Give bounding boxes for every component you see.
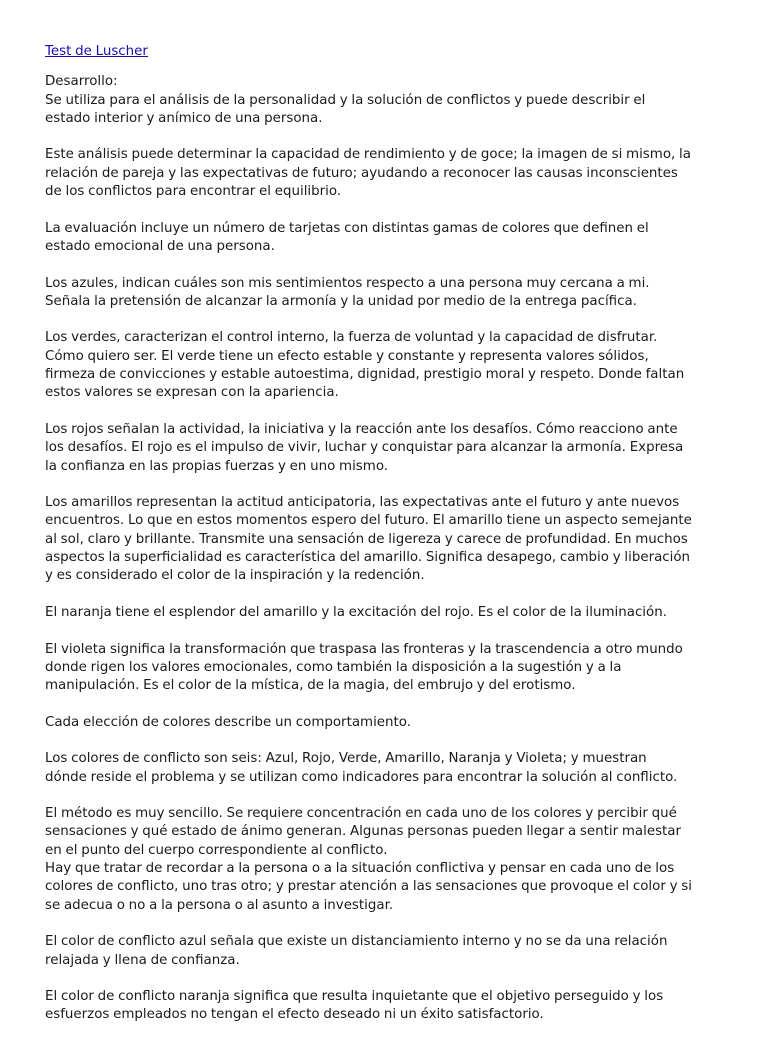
paragraph: Cada elección de colores describe un comportamiento.: [45, 714, 411, 730]
paragraph: Los verdes, caracterizan el control interno, la fuerza de voluntad y la capacidad de disfrutar. Cómo quiero ser. El verde tiene un efecto estable y constante y representa valores sólidos, firmeza de convicciones y estable autoestima, dignidad, prestigio moral y respeto. Donde faltan estos valores se expresan con la apariencia.: [45, 330, 685, 401]
document-page: [45, 43, 735, 1043]
paragraph: La evaluación incluye un número de tarjetas con distintas gamas de colores que definen el estado emocional de una persona.: [45, 220, 649, 254]
intro-block: [45, 73, 735, 128]
paragraph: Los colores de conflicto son seis: Azul, Rojo, Verde, Amarillo, Naranja y Violeta; y muestran dónde reside el problema y se utilizan como indicadores para encontrar la solución al conflicto.: [45, 751, 678, 785]
paragraph: Se utiliza para el análisis de la personalidad y la solución de conflictos y puede describir el estado interior y anímico de una persona.: [45, 92, 646, 126]
paragraph: El violeta significa la transformación que traspasa las fronteras y la trascendencia a otro mundo donde rigen los valores emocionales, como también la disposición a la sugestión y a la manipulación. Es el color de la mística, de la magia, del embrujo y del erotismo.: [45, 641, 683, 694]
section-heading: Desarrollo:: [45, 74, 118, 90]
paragraph: El color de conflicto azul señala que existe un distanciamiento interno y no se da una relación relajada y llena de confianza.: [45, 934, 668, 968]
title-link[interactable]: Test de Luscher: [45, 44, 148, 59]
paragraph: Los azules, indican cuáles son mis sentimientos respecto a una persona muy cercana a mi. Señala la pretensión de alcanzar la armonía y la unidad por medio de la entrega pacífica.: [45, 275, 650, 309]
paragraph: Los amarillos representan la actitud anticipatoria, las expectativas ante el futuro y ante nuevos encuentros. Lo que en estos momentos espero del futuro. El amarillo tiene un aspecto semejante al sol, claro y brillante. Transmite una sensación de ligereza y carece de profundidad. En muchos aspectos la superficialidad es característica del amarillo. Significa desapego, cambio y liberación y es considerado el color de la inspiración y la redención.: [45, 495, 692, 584]
paragraph: El método es muy sencillo. Se requiere concentración en cada uno de los colores y percibir qué sensaciones y qué estado de ánimo generan. Algunas personas pueden llegar a sentir malestar en el punto del cuerpo correspondiente al conflicto.: [45, 806, 682, 858]
paragraph: Hay que tratar de recordar a la persona o a la situación conflictiva y pensar en cada uno de los colores de conflicto, uno tras otro; y prestar atención a las sensaciones que provoque el color y si se adecua o no a la persona o al asunto a investigar.: [45, 861, 692, 913]
paragraph: El naranja tiene el esplendor del amarillo y la excitación del rojo. Es el color de la iluminación.: [45, 604, 667, 620]
paragraph: El color de conflicto naranja significa que resulta inquietante que el objetivo perseguido y los esfuerzos empleados no tengan el efecto deseado ni un éxito satisfactorio.: [45, 989, 664, 1023]
paragraph: Los rojos señalan la actividad, la iniciativa y la reacción ante los desafíos. Cómo reacciono ante los desafíos. El rojo es el impulso de vivir, luchar y conquistar para alcanzar la armonía. Expresa la confianza en las propias fuerzas y en uno mismo.: [45, 421, 684, 474]
paragraph: Este análisis puede determinar la capacidad de rendimiento y de goce; la imagen de si mismo, la relación de pareja y las expectativas de futuro; ayudando a reconocer las causas inconscientes de los conflictos para encontrar el equilibrio.: [45, 147, 691, 200]
